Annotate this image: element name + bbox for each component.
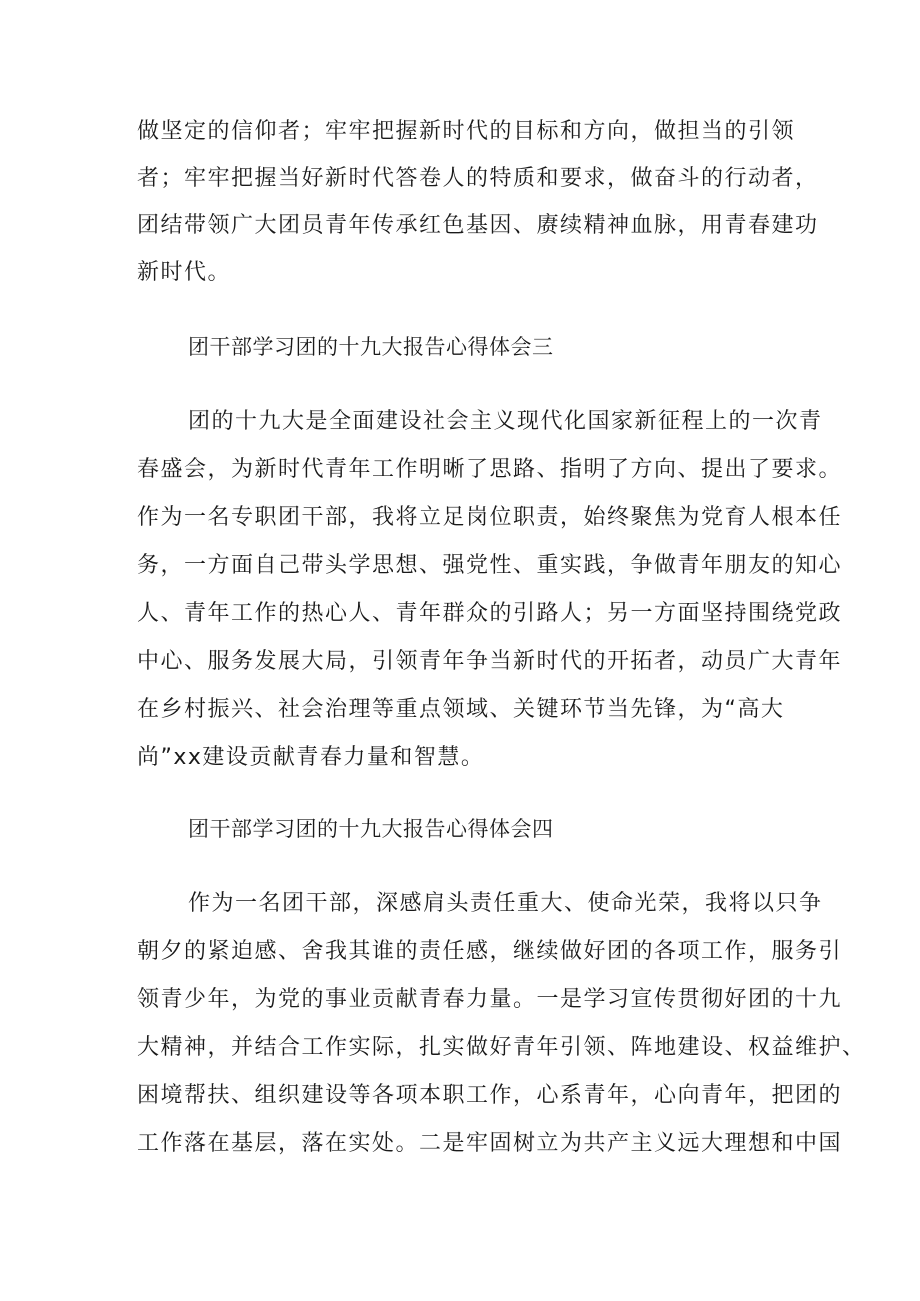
paragraph-line: 者；牢牢把握当好新时代答卷人的特质和要求，做奋斗的行动者， (137, 166, 819, 191)
paragraph-line: 人、青年工作的热心人、青年群众的引路人；另一方面坚持围绕党政 (137, 601, 843, 626)
paragraph-line: 工作落在基层，落在实处。二是牢固树立为共产主义远大理想和中国 (137, 1131, 843, 1156)
section-heading: 团干部学习团的十九大报告心得体会四 (188, 817, 554, 841)
paragraph-line: 团结带领广大团员青年传承红色基因、赓续精神血脉，用青春建功 (137, 213, 819, 238)
paragraph-line: 中心、服务发展大局，引领青年争当新时代的开拓者，动员广大青年 (137, 649, 843, 674)
section-heading: 团干部学习团的十九大报告心得体会三 (188, 335, 554, 359)
paragraph-line: 作为一名专职团干部，我将立足岗位职责，始终聚焦为党育人根本任 (137, 505, 843, 530)
paragraph-line: 新时代。 (137, 260, 232, 285)
paragraph-line: 务，一方面自己带头学思想、强党性、重实践，争做青年朋友的知心 (137, 553, 843, 578)
paragraph-line: 尚”xx建设贡献青春力量和智慧。 (137, 745, 485, 770)
paragraph-line: 困境帮扶、组织建设等各项本职工作，心系青年，心向青年，把团的 (137, 1083, 843, 1108)
paragraph-line: 做坚定的信仰者；牢牢把握新时代的目标和方向，做担当的引领 (137, 119, 796, 144)
paragraph-line: 领青少年，为党的事业贡献青春力量。一是学习宣传贯彻好团的十九 (137, 987, 843, 1012)
paragraph-line: 大精神，并结合工作实际，扎实做好青年引领、阵地建设、权益维护、 (137, 1035, 866, 1060)
paragraph-line: 作为一名团干部，深感肩头责任重大、使命光荣，我将以只争 (188, 891, 823, 916)
paragraph-line: 团的十九大是全面建设社会主义现代化国家新征程上的一次青 (188, 409, 823, 434)
paragraph-line: 在乡村振兴、社会治理等重点领域、关键环节当先锋，为“高大 (137, 697, 785, 722)
paragraph-line: 春盛会，为新时代青年工作明晰了思路、指明了方向、提出了要求。 (137, 457, 843, 482)
paragraph-line: 朝夕的紧迫感、舍我其谁的责任感，继续做好团的各项工作，服务引 (137, 939, 843, 964)
